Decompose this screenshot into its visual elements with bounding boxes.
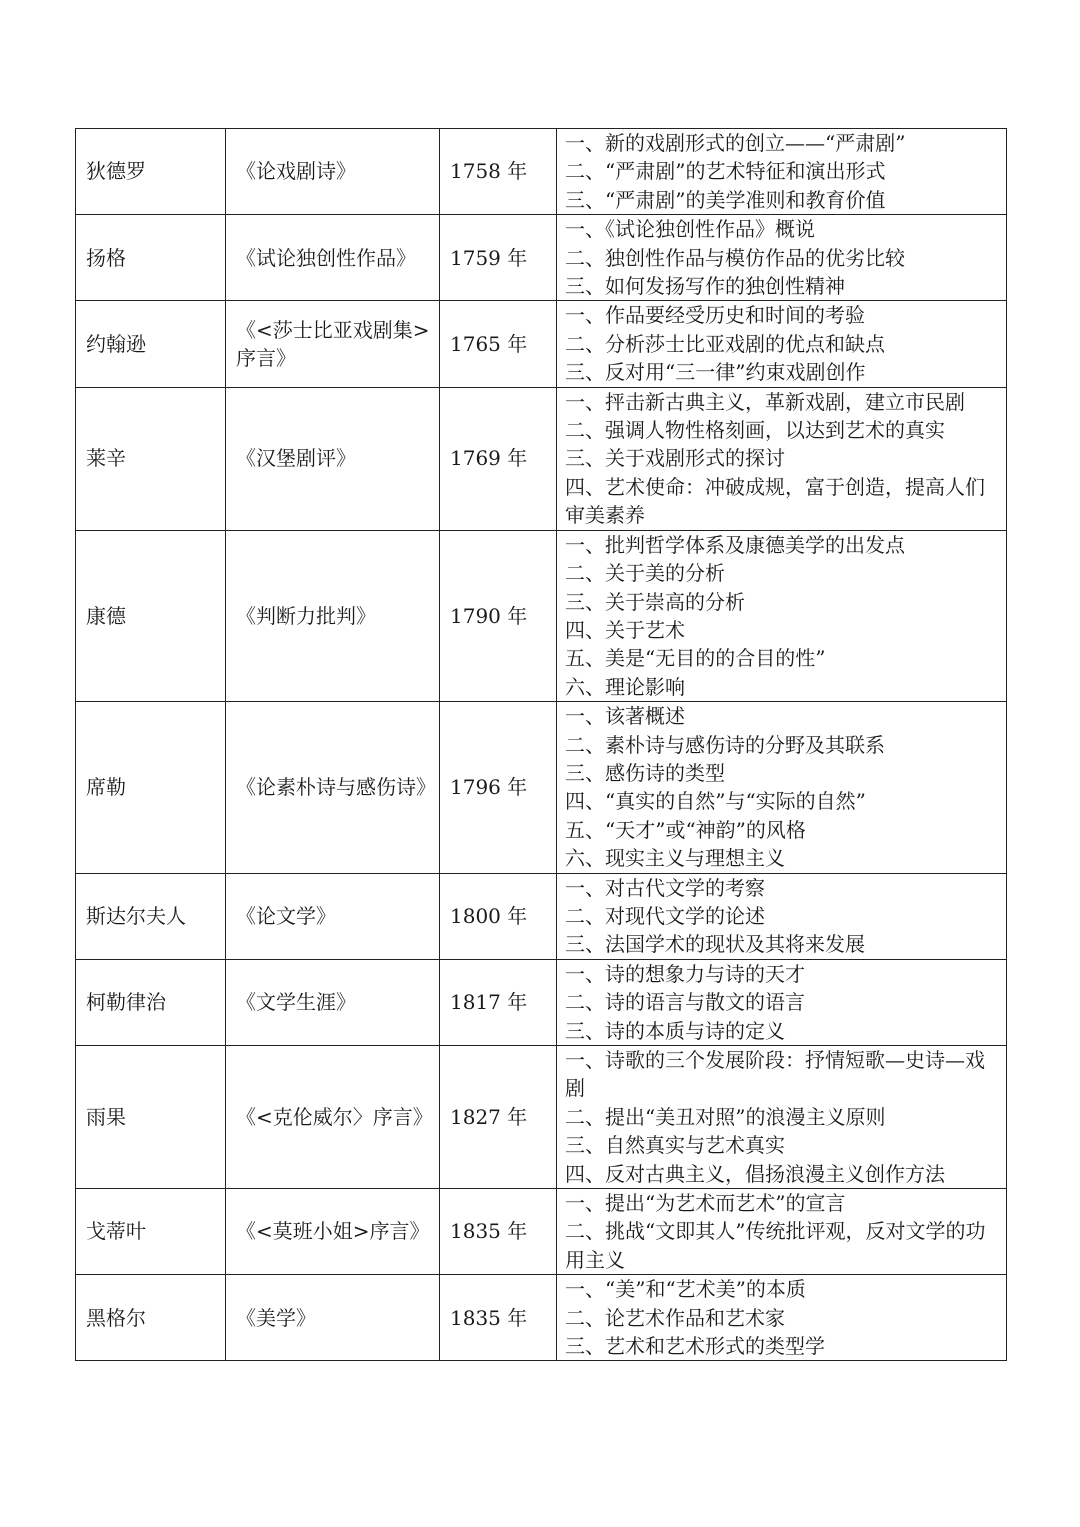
point-line: 四、反对古典主义，倡扬浪漫主义创作方法: [565, 1161, 945, 1186]
author-cell: 狄德罗: [76, 129, 226, 215]
point-line: 三、诗的本质与诗的定义: [565, 1018, 785, 1043]
point-line: 二、诗的语言与散文的语言: [565, 990, 805, 1015]
author-cell: 康德: [76, 530, 226, 701]
point-line: 一、“美”和“艺术美”的本质: [565, 1277, 806, 1302]
year-cell: 1790 年: [440, 530, 557, 701]
author-cell: 席勒: [76, 702, 226, 873]
point-line: 二、“严肃剧”的艺术特征和演出形式: [565, 159, 886, 184]
title-cell: 《汉堡剧评》: [226, 387, 440, 530]
year-cell: 1817 年: [440, 959, 557, 1045]
table-row: [76, 215, 1007, 301]
point-line: 二、强调人物性格刻画，以达到艺术的真实: [565, 418, 945, 443]
point-line: 一、诗的想象力与诗的天才: [565, 961, 805, 986]
point-line: 六、理论影响: [565, 674, 685, 699]
point-line: 一、《试论独创性作品》概说: [565, 217, 815, 242]
author-cell: 扬格: [76, 215, 226, 301]
points-cell: [557, 387, 1007, 530]
year-cell: 1796 年: [440, 702, 557, 873]
works-table-body: [76, 129, 1007, 1361]
table-row: [76, 1046, 1007, 1189]
title-cell: 《<克伦威尔〉序言》: [226, 1046, 440, 1189]
points-cell: [557, 1189, 1007, 1275]
point-line: 四、艺术使命：冲破成规，富于创造，提高人们审美素养: [565, 474, 985, 528]
title-cell: 《试论独创性作品》: [226, 215, 440, 301]
point-line: 一、新的戏剧形式的创立——“严肃剧”: [565, 131, 906, 155]
title-cell: 《文学生涯》: [226, 959, 440, 1045]
points-cell: [557, 1046, 1007, 1189]
year-cell: 1759 年: [440, 215, 557, 301]
point-line: 一、抨击新古典主义，革新戏剧，建立市民剧: [565, 389, 965, 414]
title-cell: 《美学》: [226, 1275, 440, 1361]
author-cell: 约翰逊: [76, 301, 226, 387]
point-line: 一、对古代文学的考察: [565, 875, 765, 900]
point-line: 四、关于艺术: [565, 617, 685, 642]
title-cell: 《<莫班小姐>序言》: [226, 1189, 440, 1275]
table-row: [76, 301, 1007, 387]
point-line: 二、分析莎士比亚戏剧的优点和缺点: [565, 331, 885, 356]
point-line: 三、“严肃剧”的美学准则和教育价值: [565, 187, 886, 212]
points-cell: [557, 702, 1007, 873]
point-line: 二、挑战“文即其人”传统批评观，反对文学的功用主义: [565, 1219, 986, 1272]
point-line: 三、反对用“三一律”约束戏剧创作: [565, 360, 866, 385]
point-line: 二、独创性作品与模仿作品的优劣比较: [565, 245, 905, 270]
table-row: [76, 530, 1007, 701]
title-cell: 《论戏剧诗》: [226, 129, 440, 215]
point-line: 一、提出“为艺术而艺术”的宣言: [565, 1191, 846, 1216]
points-cell: [557, 129, 1007, 215]
points-cell: [557, 1275, 1007, 1361]
year-cell: 1835 年: [440, 1275, 557, 1361]
point-line: 一、批判哲学体系及康德美学的出发点: [565, 532, 905, 557]
title-cell: 《论素朴诗与感伤诗》: [226, 702, 440, 873]
point-line: 二、提出“美丑对照”的浪漫主义原则: [565, 1104, 886, 1129]
author-cell: 莱辛: [76, 387, 226, 530]
title-cell: 《论文学》: [226, 873, 440, 959]
point-line: 二、素朴诗与感伤诗的分野及其联系: [565, 732, 885, 757]
point-line: 三、自然真实与艺术真实: [565, 1133, 785, 1158]
points-cell: [557, 959, 1007, 1045]
points-cell: [557, 215, 1007, 301]
point-line: 五、“天才”或“神韵”的风格: [565, 817, 806, 842]
year-cell: 1835 年: [440, 1189, 557, 1275]
point-line: 一、作品要经受历史和时间的考验: [565, 303, 865, 328]
table-row: [76, 1189, 1007, 1275]
works-table: [75, 128, 1007, 1361]
year-cell: 1769 年: [440, 387, 557, 530]
title-cell: 《<莎士比亚戏剧集>序言》: [226, 301, 440, 387]
table-row: [76, 387, 1007, 530]
point-line: 三、法国学术的现状及其将来发展: [565, 932, 865, 957]
point-line: 四、“真实的自然”与“实际的自然”: [565, 789, 866, 814]
point-line: 三、关于戏剧形式的探讨: [565, 446, 785, 471]
year-cell: 1800 年: [440, 873, 557, 959]
year-cell: 1827 年: [440, 1046, 557, 1189]
point-line: 六、现实主义与理想主义: [565, 846, 785, 871]
table-row: [76, 959, 1007, 1045]
table-row: [76, 1275, 1007, 1361]
author-cell: 柯勒律治: [76, 959, 226, 1045]
table-row: [76, 873, 1007, 959]
points-cell: [557, 530, 1007, 701]
point-line: 五、美是“无目的的合目的性”: [565, 646, 826, 671]
table-row: [76, 129, 1007, 215]
points-cell: [557, 873, 1007, 959]
year-cell: 1758 年: [440, 129, 557, 215]
title-cell: 《判断力批判》: [226, 530, 440, 701]
table-row: [76, 702, 1007, 873]
point-line: 三、感伤诗的类型: [565, 760, 725, 785]
point-line: 二、关于美的分析: [565, 561, 725, 586]
point-line: 二、对现代文学的论述: [565, 903, 765, 928]
point-line: 一、该著概述: [565, 704, 685, 729]
point-line: 三、关于崇高的分析: [565, 589, 745, 614]
author-cell: 雨果: [76, 1046, 226, 1189]
point-line: 一、诗歌的三个发展阶段：抒情短歌—史诗—戏剧: [565, 1048, 985, 1101]
year-cell: 1765 年: [440, 301, 557, 387]
author-cell: 斯达尔夫人: [76, 873, 226, 959]
point-line: 三、如何发扬写作的独创性精神: [565, 274, 845, 299]
point-line: 三、艺术和艺术形式的类型学: [565, 1334, 825, 1359]
author-cell: 戈蒂叶: [76, 1189, 226, 1275]
author-cell: 黑格尔: [76, 1275, 226, 1361]
points-cell: [557, 301, 1007, 387]
point-line: 二、论艺术作品和艺术家: [565, 1305, 785, 1330]
